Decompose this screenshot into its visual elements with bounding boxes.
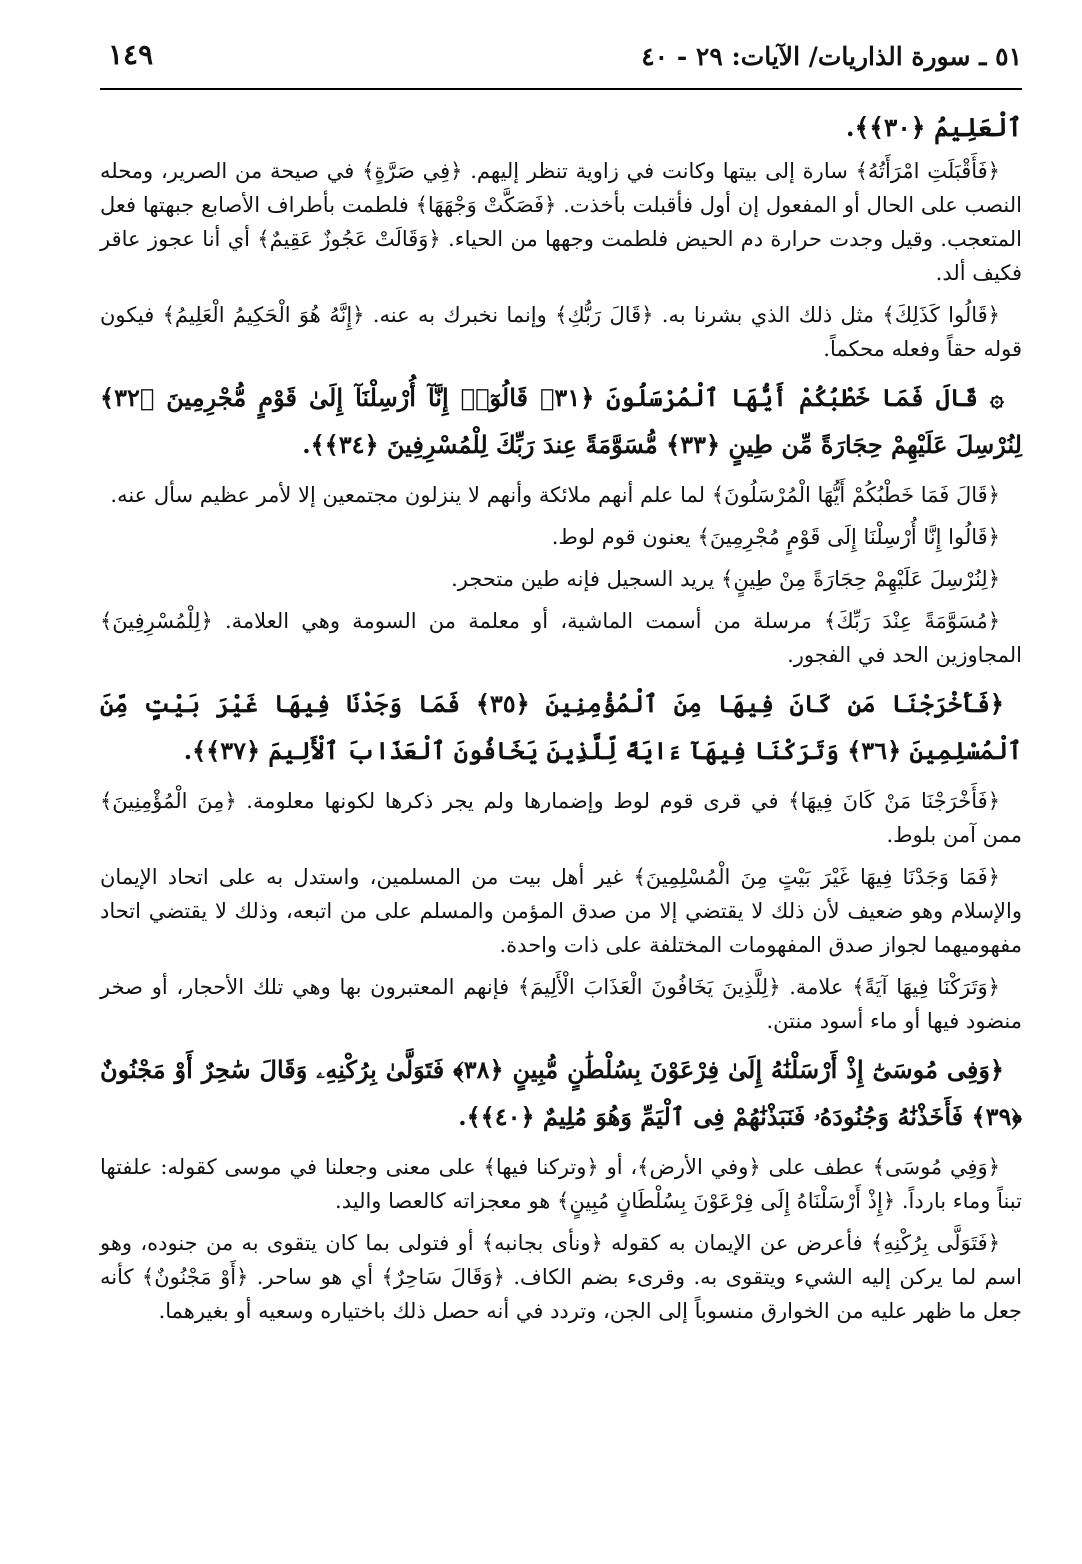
commentary-paragraph: ﴿قَالُوا إِنَّا أُرْسِلْنَا إِلَى قَوْمٍ مُجْرِمِينَ﴾ يعنون قوم لوط.: [551, 525, 1000, 549]
quran-verse-block: ﴿فَأَخْرَجْنَا مَن كَانَ فِيهَا مِنَ ٱلْمُؤْمِنِينَ ﴿٣٥﴾ فَمَا وَجَدْنَا فِيهَا غَيْرَ بَيْتٍ مِّنَ ٱلْمُسْلِمِينَ ﴿٣٦﴾ وَتَرَكْنَا فِيهَآ ءَايَةً لِّلَّذِينَ يَخَافُونَ ٱلْعَذَابَ ٱلْأَلِيمَ ﴿٣٧﴾﴾.: [100, 689, 1022, 765]
commentary-paragraph: ﴿فَتَوَلَّى بِرُكْنِهِ﴾ فأعرض عن الإيمان به كقوله ﴿ونأى بجانبه﴾ أو فتولى بما كان يتقوى به من جنوده، وهو اسم لما يركن إليه الشيء ويتقوى به. وقرىء بضم الكاف. ﴿وَقَالَ سَاحِرٌ﴾ أي هو ساحر. ﴿أَوْ مَجْنُونٌ﴾ كأنه جعل ما ظهر عليه من الخوارق منسوباً إلى الجن، وتردد في أنه حصل ذلك باختياره وسعيه أو بغيرهما.: [100, 1231, 1022, 1323]
continued-verse: ٱلْعَلِيمُ ﴿٣٠﴾﴾.: [845, 113, 1022, 142]
commentary-paragraph: ﴿لِنُرْسِلَ عَلَيْهِمْ حِجَارَةً مِنْ طِينٍ﴾ يريد السجيل فإنه طين متحجر.: [451, 567, 1000, 591]
page-body: [100, 108, 1022, 1336]
commentary-paragraph: ﴿قَالَ فَمَا خَطْبُكُمْ أَيُّهَا الْمُرْسَلُونَ﴾ لما علم أنهم ملائكة وأنهم لا ينزلون مجتمعين إلا لأمر عظيم سأل عنه.: [110, 483, 1000, 507]
commentary-paragraph: ﴿مُسَوَّمَةً عِنْدَ رَبِّكَ﴾ مرسلة من أسمت الماشية، أو معلمة من السومة وهي العلامة. ﴿لِلْمُسْرِفِينَ﴾ المجاوزين الحد في الفجور.: [100, 609, 1022, 667]
page-number: ١٤٩: [108, 38, 154, 71]
commentary-paragraph: ﴿فَمَا وَجَدْنَا فِيهَا غَيْرَ بَيْتٍ مِنَ الْمُسْلِمِينَ﴾ غير أهل بيت من المسلمين، واستدل به على اتحاد الإيمان والإسلام وهو ضعيف لأن ذلك لا يقتضي إلا من صدق المؤمن والمسلم على من اتبعه، وذلك لا يقتضي اتحاد مفهوميهما لجواز صدق المفهومات المختلفة على ذات واحدة.: [100, 865, 1022, 957]
commentary-paragraph: ﴿فَأَخْرَجْنَا مَنْ كَانَ فِيهَا﴾ في قرى قوم لوط وإضمارها ولم يجر ذكرها لكونها معلومة. ﴿مِنَ الْمُؤْمِنِينَ﴾ ممن آمن بلوط.: [100, 789, 1022, 847]
commentary-paragraph: ﴿وَتَرَكْنَا فِيهَا آيَةً﴾ علامة. ﴿لِلَّذِينَ يَخَافُونَ الْعَذَابَ الْأَلِيمَ﴾ فإنهم المعتبرون بها وهي تلك الأحجار، أو صخر منضود فيها أو ماء أسود منتن.: [100, 975, 1022, 1033]
commentary-paragraph: ﴿وَفِي مُوسَى﴾ عطف على ﴿وفي الأرض﴾، أو ﴿وتركنا فيها﴾ على معنى وجعلنا في موسى كقوله: علفتها تبناً وماء بارداً. ﴿إِذْ أَرْسَلْنَاهُ إِلَى فِرْعَوْنَ بِسُلْطَانٍ مُبِينٍ﴾ هو معجزاته كالعصا واليد.: [100, 1155, 1022, 1213]
header-rule: [100, 88, 1022, 90]
quran-verse-block: ﴿وَفِى مُوسَىٰٓ إِذْ أَرْسَلْنَٰهُ إِلَىٰ فِرْعَوْنَ بِسُلْطَٰنٍ مُّبِينٍ ﴿٣٨﴾ فَتَوَلَّىٰ بِرُكْنِهِۦ وَقَالَ سَٰحِرٌ أَوْ مَجْنُونٌ ﴿٣٩﴾ فَأَخَذْنَٰهُ وَجُنُودَهُۥ فَنَبَذْنَٰهُمْ فِى ٱلْيَمِّ وَهُوَ مُلِيمٌ ﴿٤٠﴾﴾.: [100, 1055, 1022, 1131]
running-title: ٥١ ـ سورة الذاريات/ الآيات: ٢٩ - ٤٠: [641, 42, 1022, 71]
commentary-paragraph: ﴿قَالُوا كَذَلِكَ﴾ مثل ذلك الذي بشرنا به. ﴿قَالَ رَبُّكِ﴾ وإنما نخبرك به عنه. ﴿إِنَّهُ هُوَ الْحَكِيمُ الْعَلِيمُ﴾ فيكون قوله حقاً وفعله محكماً.: [100, 303, 1022, 361]
commentary-paragraph: ﴿فَأَقْبَلَتِ امْرَأَتُهُ﴾ سارة إلى بيتها وكانت في زاوية تنظر إليهم. ﴿فِي صَرَّةٍ﴾ في صيحة من الصرير، ومحله النصب على الحال أو المفعول إن أول فأقبلت بأخذت. ﴿فَصَكَّتْ وَجْهَهَا﴾ فلطمت بأطراف الأصابع جبهتها فعل المتعجب. وقيل وجدت حرارة دم الحيض فلطمت وجهها من الحياء. ﴿وَقَالَتْ عَجُوزٌ عَقِيمٌ﴾ أي أنا عجوز عاقر فكيف ألد.: [100, 159, 1022, 285]
quran-verse-block: ۞ قَالَ فَمَا خَطْبُكُمْ أَيُّهَا ٱلْمُرْسَلُونَ ﴿٣١﴾ قَالُوٓا۟ إِنَّآ أُرْسِلْنَآ إِلَىٰ قَوْمٍ مُّجْرِمِينَ ﴿٣٢﴾ لِنُرْسِلَ عَلَيْهِمْ حِجَارَةً مِّن طِينٍ ﴿٣٣﴾ مُّسَوَّمَةً عِندَ رَبِّكَ لِلْمُسْرِفِينَ ﴿٣٤﴾﴾.: [100, 383, 1022, 459]
page-header: [100, 34, 1022, 84]
